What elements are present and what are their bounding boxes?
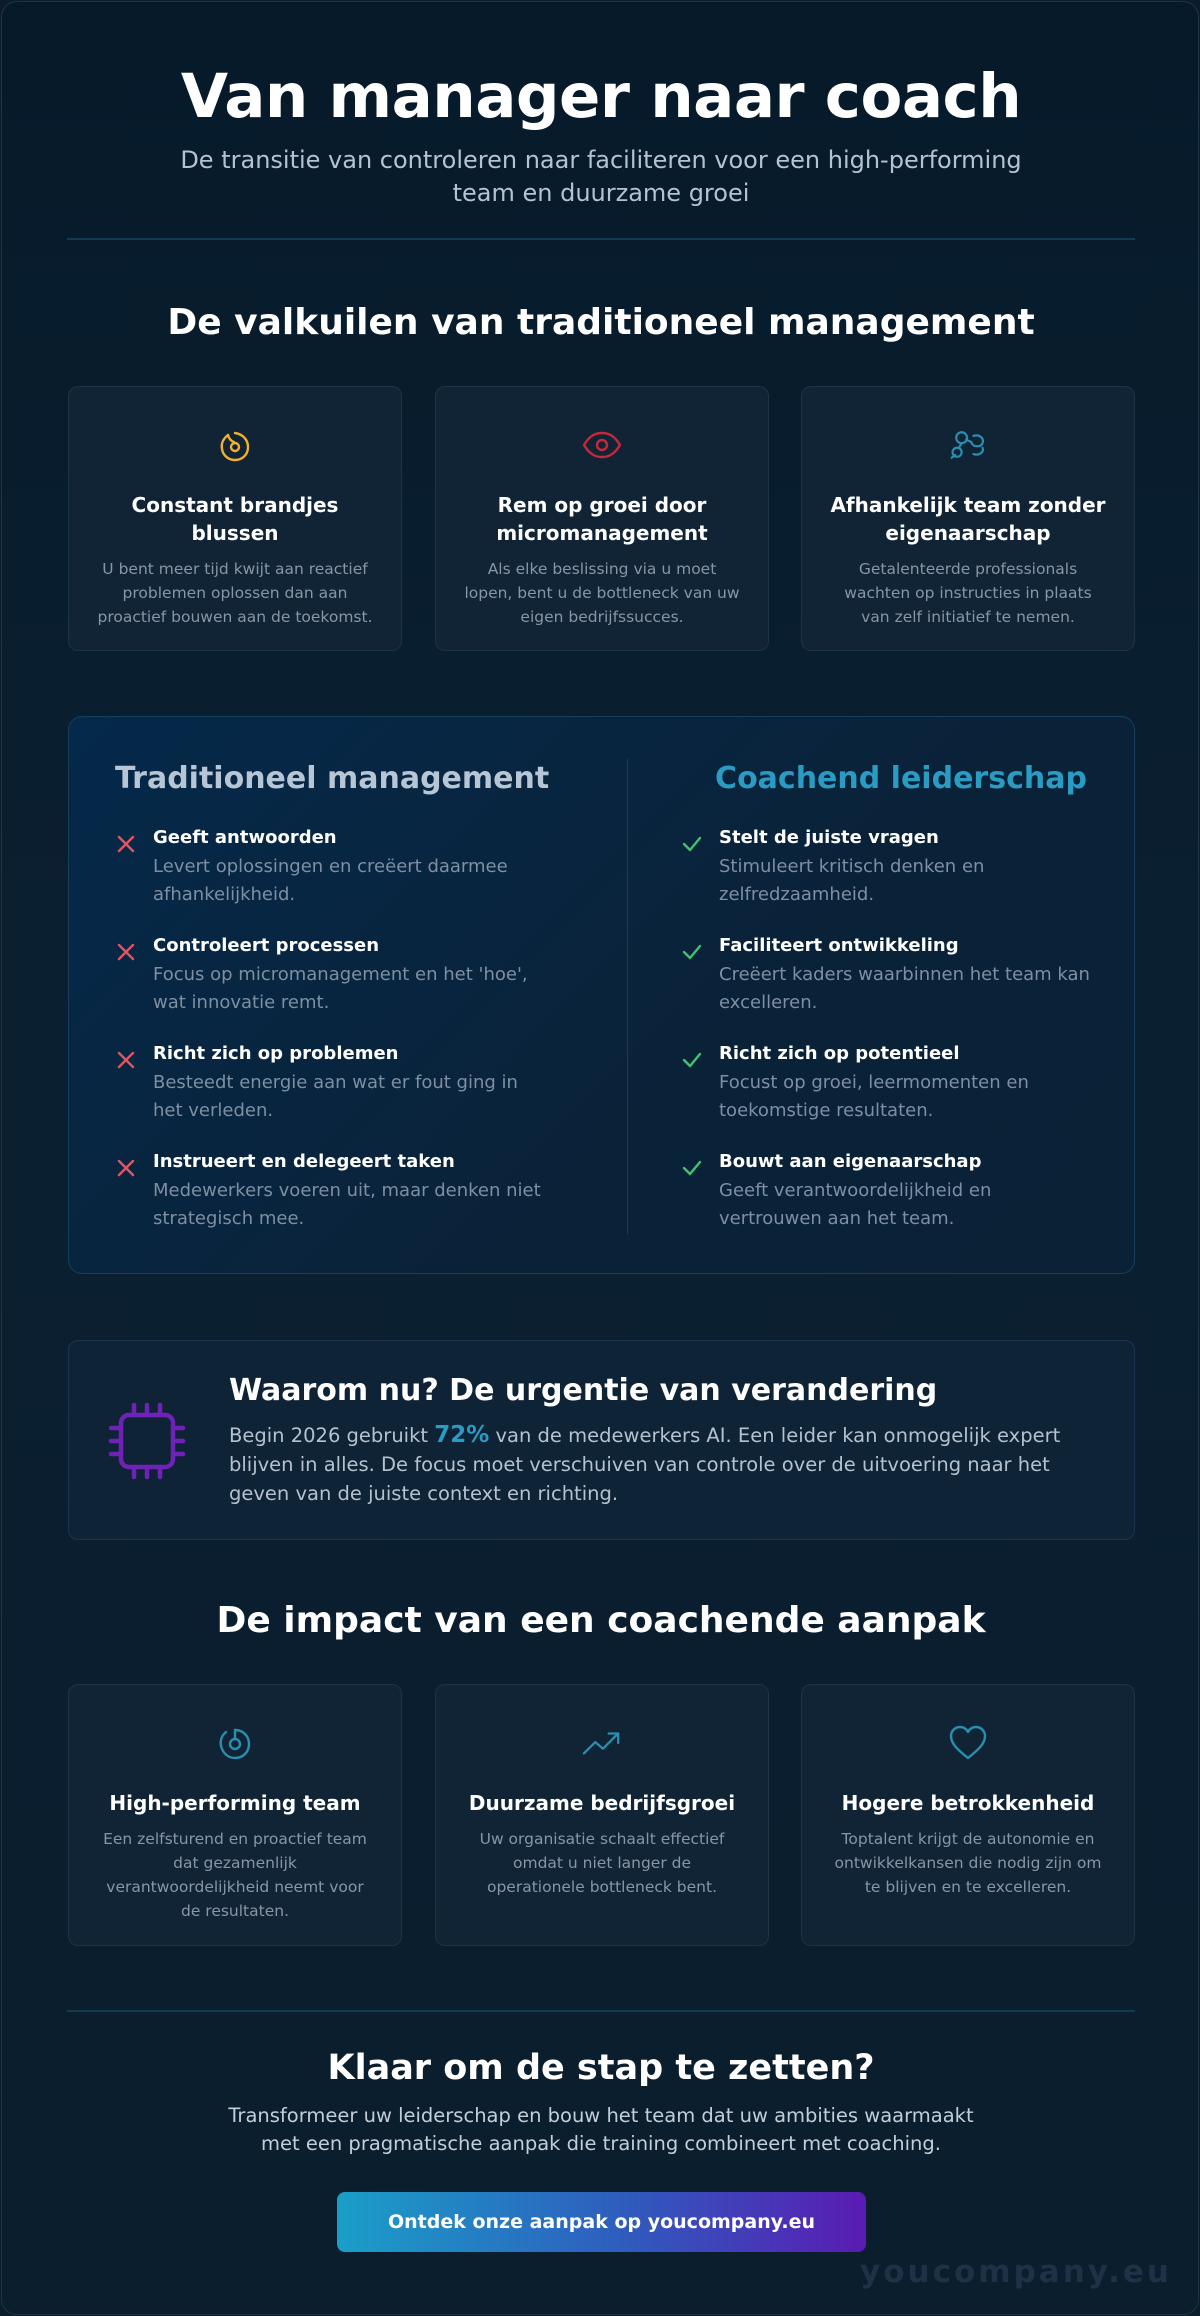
item-desc: excelleren. — [719, 992, 818, 1013]
check-icon — [681, 941, 703, 963]
impact-card-growth — [435, 1684, 769, 1946]
card-text: problemen oplossen dan aan — [122, 584, 348, 602]
divider-top — [67, 238, 1135, 240]
impact-card-team — [68, 1684, 402, 1946]
card-title: Constant brandjes — [131, 493, 339, 517]
page-subtitle: De transitie van controleren naar faciliteren voor een high-performing team en duurzame groei — [180, 146, 1022, 207]
impact-card-engagement — [801, 1684, 1135, 1946]
item-title: Stelt de juiste vragen — [719, 827, 939, 848]
card-text: operationele bottleneck bent. — [486, 1878, 718, 1896]
item-title: Geeft antwoorden — [153, 827, 337, 848]
card-text: dat gezamenlijk — [173, 1854, 297, 1872]
item-title: Controleert processen — [153, 935, 380, 956]
card-text: Toptalent krijgt de autonomie en — [841, 1830, 1095, 1848]
pitfall-card-fires — [68, 386, 402, 651]
card-text: te blijven en te excelleren. — [864, 1878, 1072, 1896]
card-text: wachten op instructies in plaats — [844, 584, 1092, 602]
card-title: Hogere betrokkenheid — [841, 1791, 1095, 1815]
card-text: verantwoordelijkheid neemt voor — [106, 1878, 364, 1896]
card-text: Uw organisatie schaalt effectief — [479, 1830, 725, 1848]
card-text: van zelf initiatief te nemen. — [861, 608, 1075, 626]
coaching-title: Coachend leiderschap — [715, 761, 1087, 796]
card-text: de resultaten. — [180, 1902, 289, 1920]
pitfalls-title: De valkuilen van traditioneel management — [167, 302, 1035, 343]
item-desc: wat innovatie remt. — [153, 992, 330, 1013]
card-title: micromanagement — [496, 521, 708, 545]
card-text: Een zelfsturend en proactief team — [103, 1830, 367, 1848]
watermark: youcompany.eu — [860, 2254, 1172, 2290]
item-desc: Focus op micromanagement en het 'hoe', — [153, 964, 528, 985]
check-icon — [681, 833, 703, 855]
check-icon — [681, 1157, 703, 1179]
card-title: Afhankelijk team zonder — [830, 493, 1106, 517]
item-title: Richt zich op problemen — [153, 1043, 399, 1064]
item-desc: strategisch mee. — [153, 1208, 305, 1229]
x-icon — [115, 941, 137, 963]
x-icon — [115, 1157, 137, 1179]
item-desc: toekomstige resultaten. — [719, 1100, 934, 1121]
trending-up-icon — [582, 1723, 622, 1763]
urgency-text: Begin 2026 gebruikt 72% van de medewerkers AI. Een leider kan onmogelijk expert blijven in alles. De focus moet verschuiven van controle over de uitvoering naar het geven van de juiste context en richting. — [229, 1422, 1061, 1505]
card-title: blussen — [191, 521, 279, 545]
item-desc: Besteedt energie aan wat er fout ging in — [153, 1072, 518, 1093]
network-icon — [948, 425, 988, 465]
urgency-stat: 72% — [434, 1422, 490, 1448]
target-icon — [215, 1723, 255, 1763]
pitfall-card-micromanagement — [435, 386, 769, 651]
card-text: U bent meer tijd kwijt aan reactief — [102, 560, 368, 578]
item-desc: Levert oplossingen en creëert daarmee — [153, 856, 508, 877]
item-desc: Geeft verantwoordelijkheid en — [719, 1180, 992, 1201]
heart-icon — [948, 1723, 988, 1763]
card-title: Rem op groei door — [497, 493, 707, 517]
card-text: ontwikkelkansen die nodig zijn om — [834, 1854, 1102, 1872]
impact-title: De impact van een coachende aanpak — [216, 1600, 986, 1641]
card-text: omdat u niet langer de — [512, 1854, 692, 1872]
item-desc: Medewerkers voeren uit, maar denken niet — [153, 1180, 541, 1201]
pitfall-card-ownership — [801, 386, 1135, 651]
card-title: Duurzame bedrijfsgroei — [468, 1791, 736, 1815]
check-icon — [681, 1049, 703, 1071]
cta-text: Transformeer uw leiderschap en bouw het team dat uw ambities waarmaakt met een pragmatische aanpak die training combineert met coaching. — [228, 2104, 974, 2155]
coaching-column — [681, 717, 1141, 1229]
fire-icon — [215, 425, 255, 465]
card-text: eigen bedrijfssucces. — [520, 608, 684, 626]
x-icon — [115, 833, 137, 855]
comparison-panel — [68, 716, 1135, 1274]
traditional-title: Traditioneel management — [115, 761, 550, 796]
eye-icon — [582, 425, 622, 465]
cta-title: Klaar om de stap te zetten? — [327, 2048, 875, 2088]
urgency-box — [68, 1340, 1135, 1540]
item-title: Instrueert en delegeert taken — [153, 1151, 455, 1172]
item-desc: zelfredzaamheid. — [719, 884, 875, 905]
item-desc: Stimuleert kritisch denken en — [719, 856, 985, 877]
card-title: High-performing team — [109, 1791, 361, 1815]
cta-button[interactable]: Ontdek onze aanpak op youcompany.eu — [337, 2192, 866, 2252]
item-title: Richt zich op potentieel — [719, 1043, 960, 1064]
item-desc: afhankelijkheid. — [153, 884, 296, 905]
card-text: proactief bouwen aan de toekomst. — [97, 608, 373, 626]
item-title: Bouwt aan eigenaarschap — [719, 1151, 982, 1172]
item-desc: vertrouwen aan het team. — [719, 1208, 955, 1229]
infographic-page — [1, 1, 1199, 2315]
hero — [2, 60, 1199, 210]
item-desc: Focust op groei, leermomenten en — [719, 1072, 1029, 1093]
item-title: Faciliteert ontwikkeling — [719, 935, 959, 956]
divider-bottom — [67, 2010, 1135, 2012]
urgency-title: Waarom nu? De urgentie van verandering — [229, 1373, 938, 1408]
x-icon — [115, 1049, 137, 1071]
traditional-column — [115, 717, 575, 1229]
card-text: lopen, bent u de bottleneck van uw — [464, 584, 740, 602]
item-desc: Creëert kaders waarbinnen het team kan — [719, 964, 1090, 985]
page-title: Van manager naar coach — [180, 61, 1022, 132]
card-text: Als elke beslissing via u moet — [487, 560, 717, 578]
card-text: Getalenteerde professionals — [858, 560, 1078, 578]
item-desc: het verleden. — [153, 1100, 274, 1121]
comparison-divider — [627, 759, 628, 1234]
card-title: eigenaarschap — [885, 521, 1051, 545]
chip-icon — [107, 1401, 187, 1481]
